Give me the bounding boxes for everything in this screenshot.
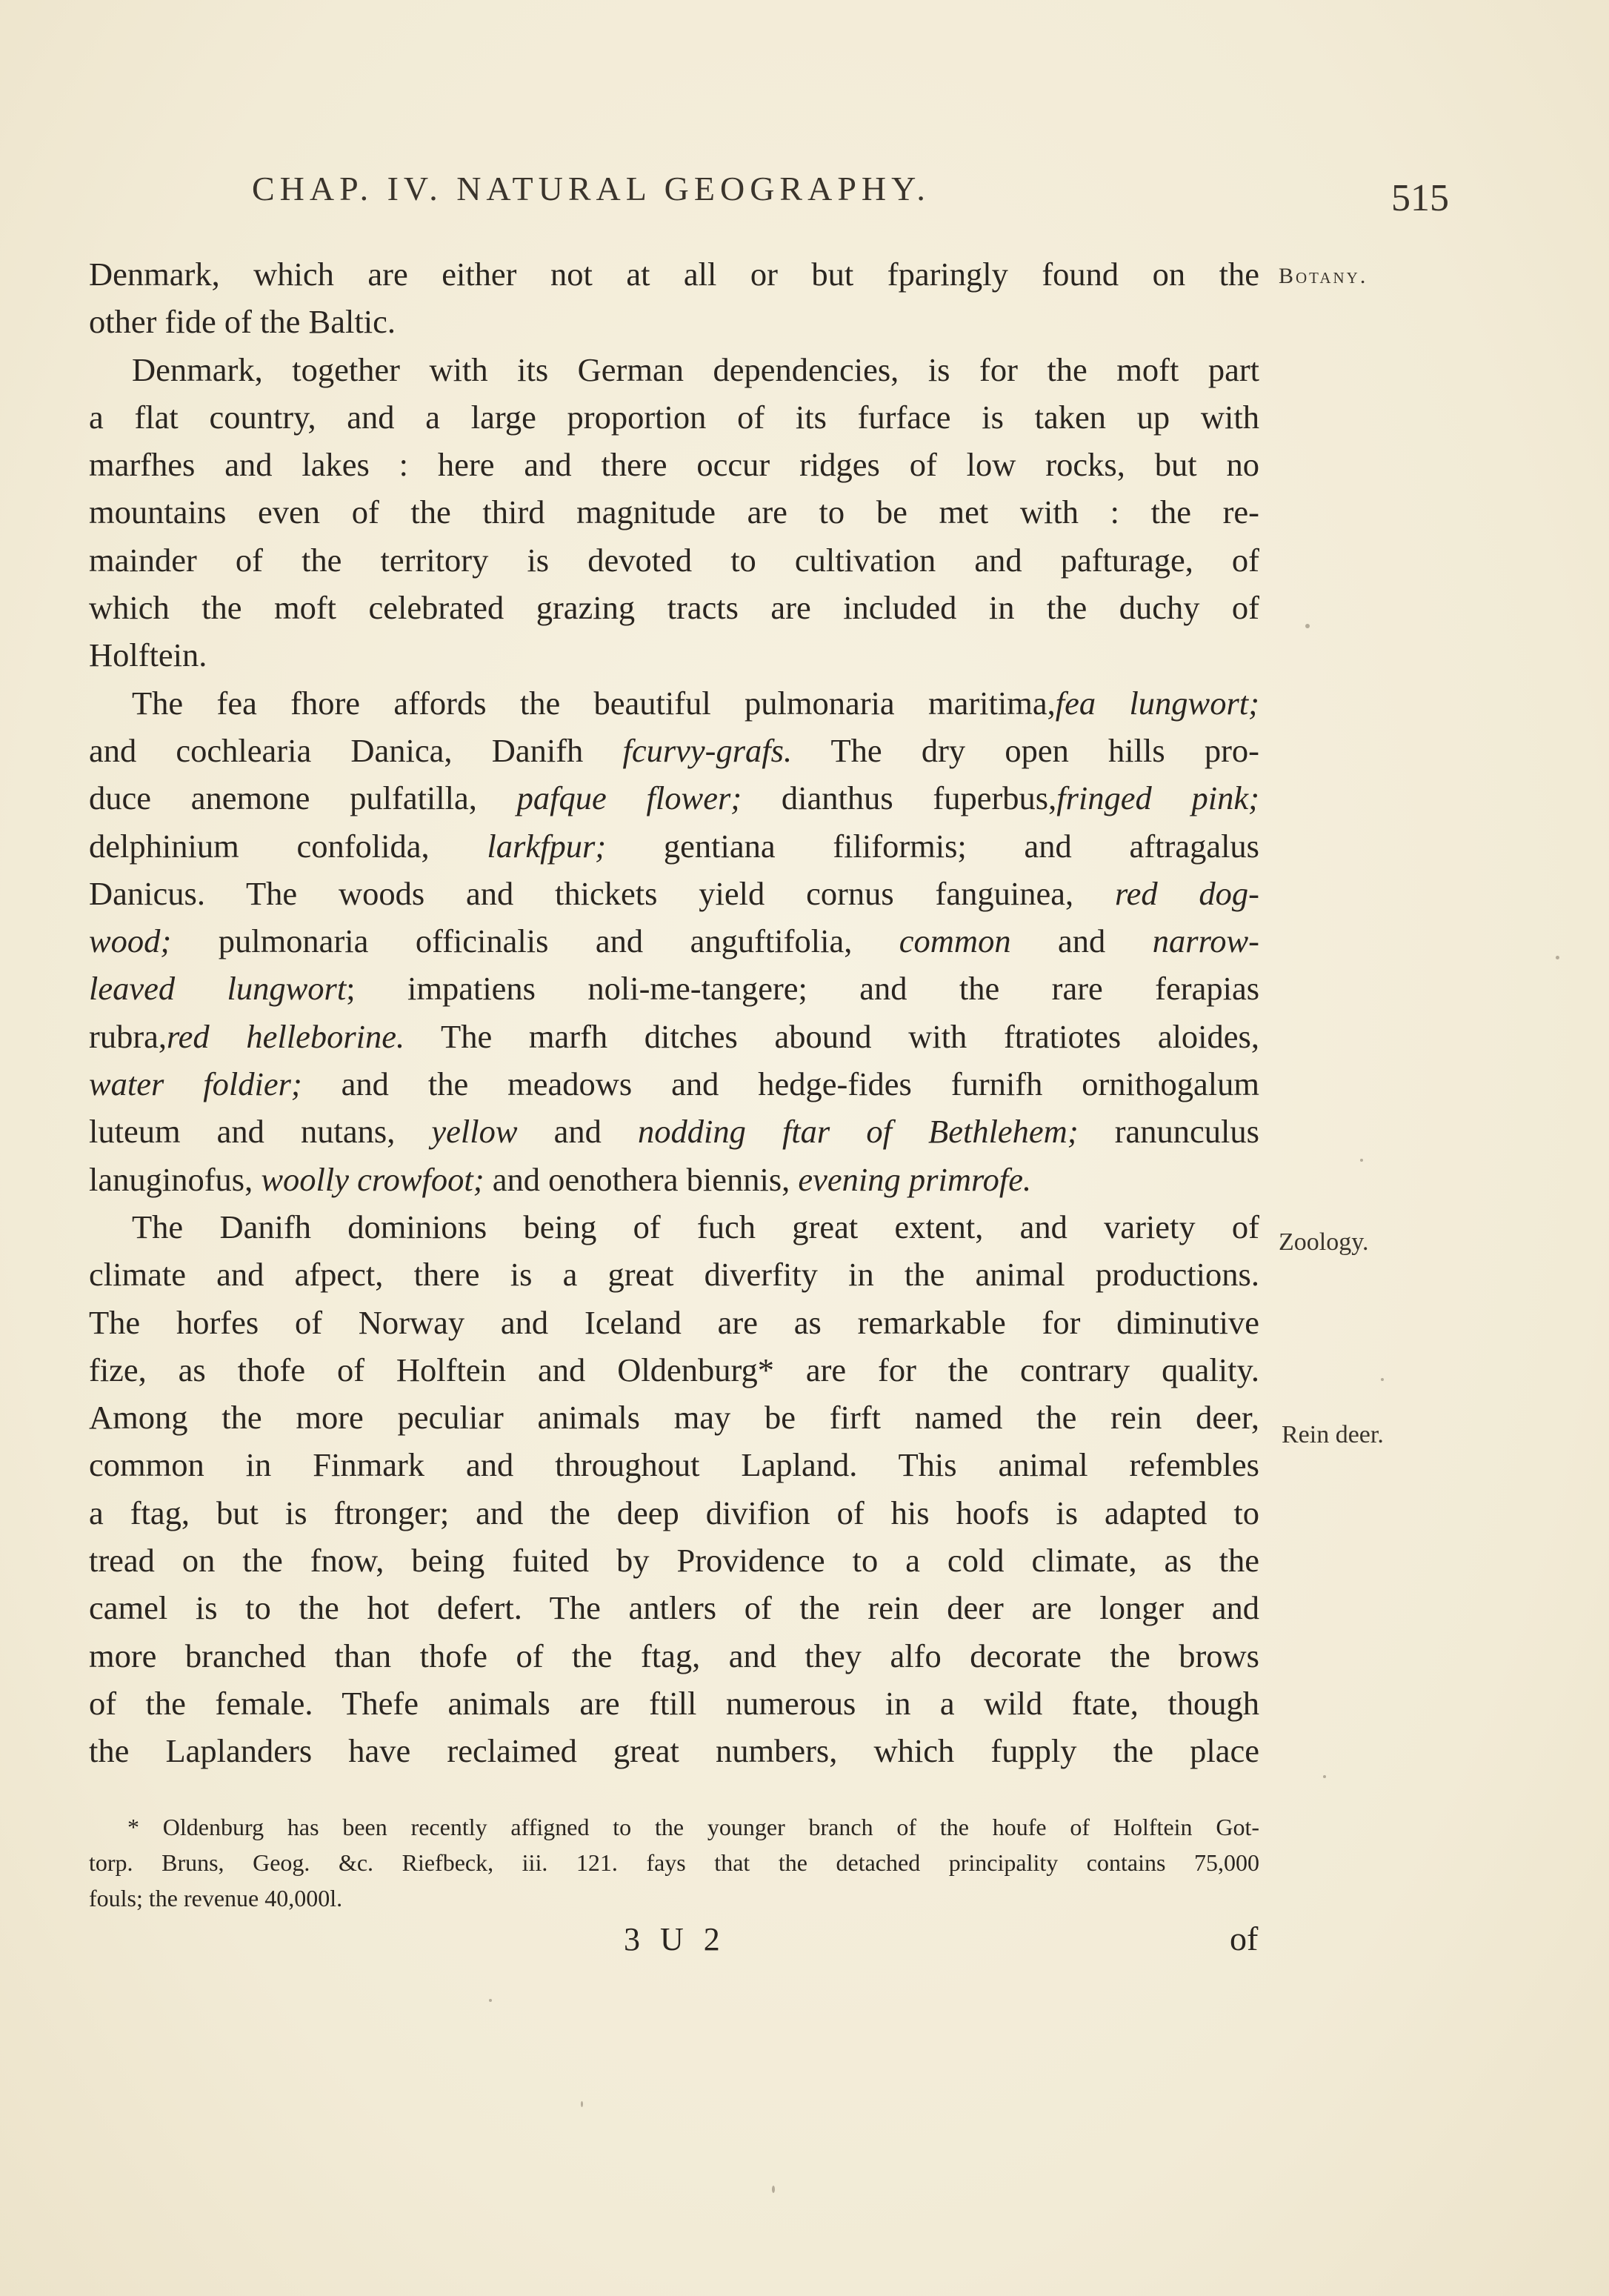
text-line: The Danifh dominions being of fuch great extent, and variety of	[132, 1208, 1259, 1245]
paper-speck	[489, 1999, 492, 2002]
text-line: other fide of the Baltic.	[89, 303, 396, 341]
text-line: climate and afpect, there is a great diverfity in the animal productions.	[89, 1256, 1259, 1294]
page-number: 515	[1391, 177, 1449, 219]
footnote-line: torp. Bruns, Geog. &c. Riefbeck, iii. 121. fays that the detached principality contains 75,000	[89, 1849, 1259, 1876]
text-line: camel is to the hot defert. The antlers of the rein deer are longer and	[89, 1589, 1259, 1627]
text-line: marfhes and lakes : here and there occur ridges of low rocks, but no	[89, 446, 1259, 484]
text-line: fize, as thofe of Holftein and Oldenburg* are for the contrary quality.	[89, 1351, 1259, 1388]
text-line: of the female. Thefe animals are ftill numerous in a wild ftate, though	[89, 1684, 1259, 1722]
catchword: of	[1230, 1920, 1259, 1957]
footnote	[89, 1809, 1259, 1916]
paper-speck	[1556, 956, 1559, 959]
paper-speck	[1381, 1378, 1384, 1381]
paper-speck	[772, 2186, 775, 2193]
text-line: duce anemone pulfatilla, pafque flower; dianthus fuperbus,fringed pink;	[89, 779, 1259, 817]
text-line: The horfes of Norway and Iceland are as remarkable for diminutive	[89, 1303, 1259, 1341]
margin-note-zoology: Zoology.	[1279, 1228, 1369, 1256]
text-line: Denmark, which are either not at all or but fparingly found on the	[89, 256, 1259, 293]
paper-speck	[581, 2101, 583, 2107]
text-line: mountains even of the third magnitude are to be met with : the re-	[89, 493, 1259, 531]
text-line: lanuginofus, woolly crowfoot; and oenothera biennis, evening primrofe.	[89, 1160, 1032, 1198]
text-line: which the moft celebrated grazing tracts are included in the duchy of	[89, 589, 1259, 627]
text-line: a flat country, and a large proportion of its furface is taken up with	[89, 398, 1259, 436]
text-line: Denmark, together with its German dependencies, is for the moft part	[132, 350, 1259, 388]
paper-speck	[1323, 1775, 1326, 1778]
paper-speck	[1305, 624, 1310, 628]
text-line: luteum and nutans, yellow and nodding ftar of Bethlehem; ranunculus	[89, 1113, 1259, 1151]
paragraph-4	[89, 1203, 1259, 1775]
signature-mark: 3 U 2	[624, 1921, 726, 1957]
footnote-line: * Oldenburg has been recently affigned to the younger branch of the houfe of Holftein Got-	[127, 1814, 1259, 1840]
text-line: common in Finmark and throughout Lapland. This animal refembles	[89, 1446, 1259, 1484]
text-line: Holftein.	[89, 636, 207, 674]
text-line: water foldier; and the meadows and hedge-fides furnifh ornithogalum	[89, 1065, 1260, 1103]
text-line: the Laplanders have reclaimed great numbers, which fupply the place	[89, 1732, 1259, 1770]
margin-note-rein-deer: Rein deer.	[1282, 1421, 1384, 1448]
text-line: Among the more peculiar animals may be firft named the rein deer,	[89, 1399, 1259, 1437]
margin-note-botany: Botany.	[1279, 264, 1368, 288]
body-text	[89, 250, 1259, 1775]
text-line: leaved lungwort; impatiens noli-me-tangere; and the rare ferapias	[89, 970, 1260, 1008]
paragraph-1	[89, 250, 1259, 346]
text-line: Danicus. The woods and thickets yield cornus fanguinea, red dog-	[89, 874, 1259, 912]
text-line: mainder of the territory is devoted to cultivation and pafturage, of	[89, 541, 1259, 579]
text-line: delphinium confolida, larkfpur; gentiana filiformis; and aftragalus	[89, 827, 1259, 865]
text-line: and cochlearia Danica, Danifh fcurvy-grafs. The dry open hills pro-	[89, 731, 1259, 769]
text-line: a ftag, but is ftronger; and the deep divifion of his hoofs is adapted to	[89, 1494, 1259, 1531]
paragraph-3	[89, 679, 1259, 1203]
footnote-line: fouls; the revenue 40,000l.	[89, 1885, 343, 1911]
text-line: tread on the fnow, being fuited by Providence to a cold climate, as the	[89, 1542, 1259, 1580]
text-line: rubra,red helleborine. The marfh ditches abound with ftratiotes aloides,	[89, 1017, 1259, 1055]
text-line: The fea fhore affords the beautiful pulmonaria maritima,fea lungwort;	[132, 684, 1259, 722]
paragraph-2	[89, 346, 1259, 679]
paper-speck	[1360, 1159, 1363, 1162]
text-line: wood; pulmonaria officinalis and anguftifolia, common and narrow-	[89, 922, 1259, 960]
text-line: more branched than thofe of the ftag, and they alfo decorate the brows	[89, 1637, 1259, 1674]
running-head: CHAP. IV. NATURAL GEOGRAPHY.	[252, 170, 930, 207]
